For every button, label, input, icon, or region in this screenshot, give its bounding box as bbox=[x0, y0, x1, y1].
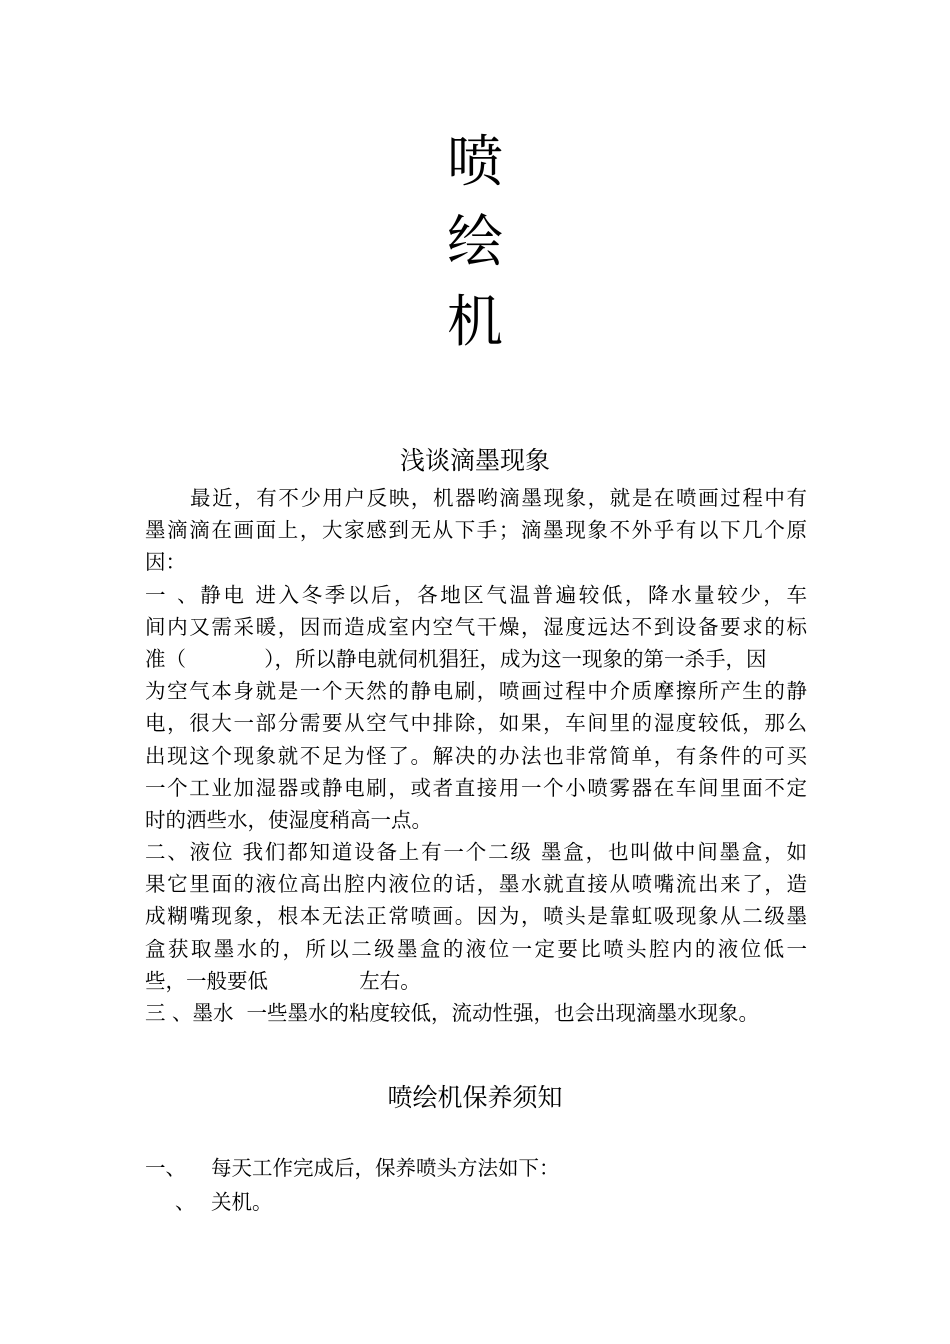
section-body-ink-drip bbox=[145, 482, 807, 1029]
paragraph-line: 间内又需采暖，因而造成室内空气干燥，湿度远达不到设备要求的标 bbox=[145, 614, 807, 639]
document-title bbox=[0, 123, 950, 363]
paragraph-line: 电，很大一部分需要从空气中排除，如果，车间里的湿度较低，那么 bbox=[145, 711, 807, 736]
paragraph-line: 最近，有不少用户反映，机器哟滴墨现象，就是在喷画过程中有 bbox=[190, 486, 807, 510]
paragraph-line: 为空气本身就是一个天然的静电刷，喷画过程中介质摩擦所产生的静 bbox=[145, 679, 807, 704]
section-heading-maintenance: 喷绘机保养须知 bbox=[387, 1083, 563, 1112]
paragraph-line: 果它里面的液位高出腔内液位的话，墨水就直接从喷嘴流出来了，造 bbox=[145, 872, 807, 897]
title-char: 绘 bbox=[447, 210, 503, 275]
paragraph-line: 一个工业加湿器或静电刷，或者直接用一个小喷雾器在车间里面不定 bbox=[145, 775, 807, 800]
section-heading-ink-drip: 浅谈滴墨现象 bbox=[399, 446, 550, 475]
paragraph-line: 些，一般要低 左右。 bbox=[145, 968, 421, 993]
paragraph-line: 三 、墨水 一些墨水的粘度较低，流动性强，也会出现滴墨水现象。 bbox=[145, 1001, 760, 1025]
paragraph-line: 成糊嘴现象，根本无法正常喷画。因为，喷头是靠虹吸现象从二级墨 bbox=[145, 904, 807, 929]
paragraph-line: 因： bbox=[145, 550, 186, 575]
list-item: 每天工作完成后，保养喷头方法如下： bbox=[211, 1156, 560, 1180]
list-marker: 一、 bbox=[145, 1156, 186, 1180]
title-char: 喷 bbox=[447, 130, 503, 195]
paragraph-line: 二、液位 我们都知道设备上有一个二级 墨盒，也叫做中间墨盒，如 bbox=[145, 840, 807, 865]
title-char: 机 bbox=[447, 290, 503, 355]
paragraph-line: 出现这个现象就不足为怪了。解决的办法也非常简单，有条件的可买 bbox=[145, 743, 807, 768]
list-item: 关机。 bbox=[211, 1190, 273, 1214]
paragraph-line: 墨滴滴在画面上，大家感到无从下手；滴墨现象不外乎有以下几个原 bbox=[145, 518, 807, 543]
paragraph-line: 一 、静电 进入冬季以后，各地区气温普遍较低，降水量较少，车 bbox=[145, 582, 807, 607]
paragraph-line: 准（ ），所以静电就伺机猖狂，成为这一现象的第一杀手，因 bbox=[145, 646, 767, 671]
list-marker: 、 bbox=[175, 1190, 196, 1214]
paragraph-line: 时的洒些水，使湿度稍高一点。 bbox=[145, 807, 432, 832]
paragraph-line: 盒获取墨水的，所以二级墨盒的液位一定要比喷头腔内的液位低一 bbox=[145, 936, 807, 961]
